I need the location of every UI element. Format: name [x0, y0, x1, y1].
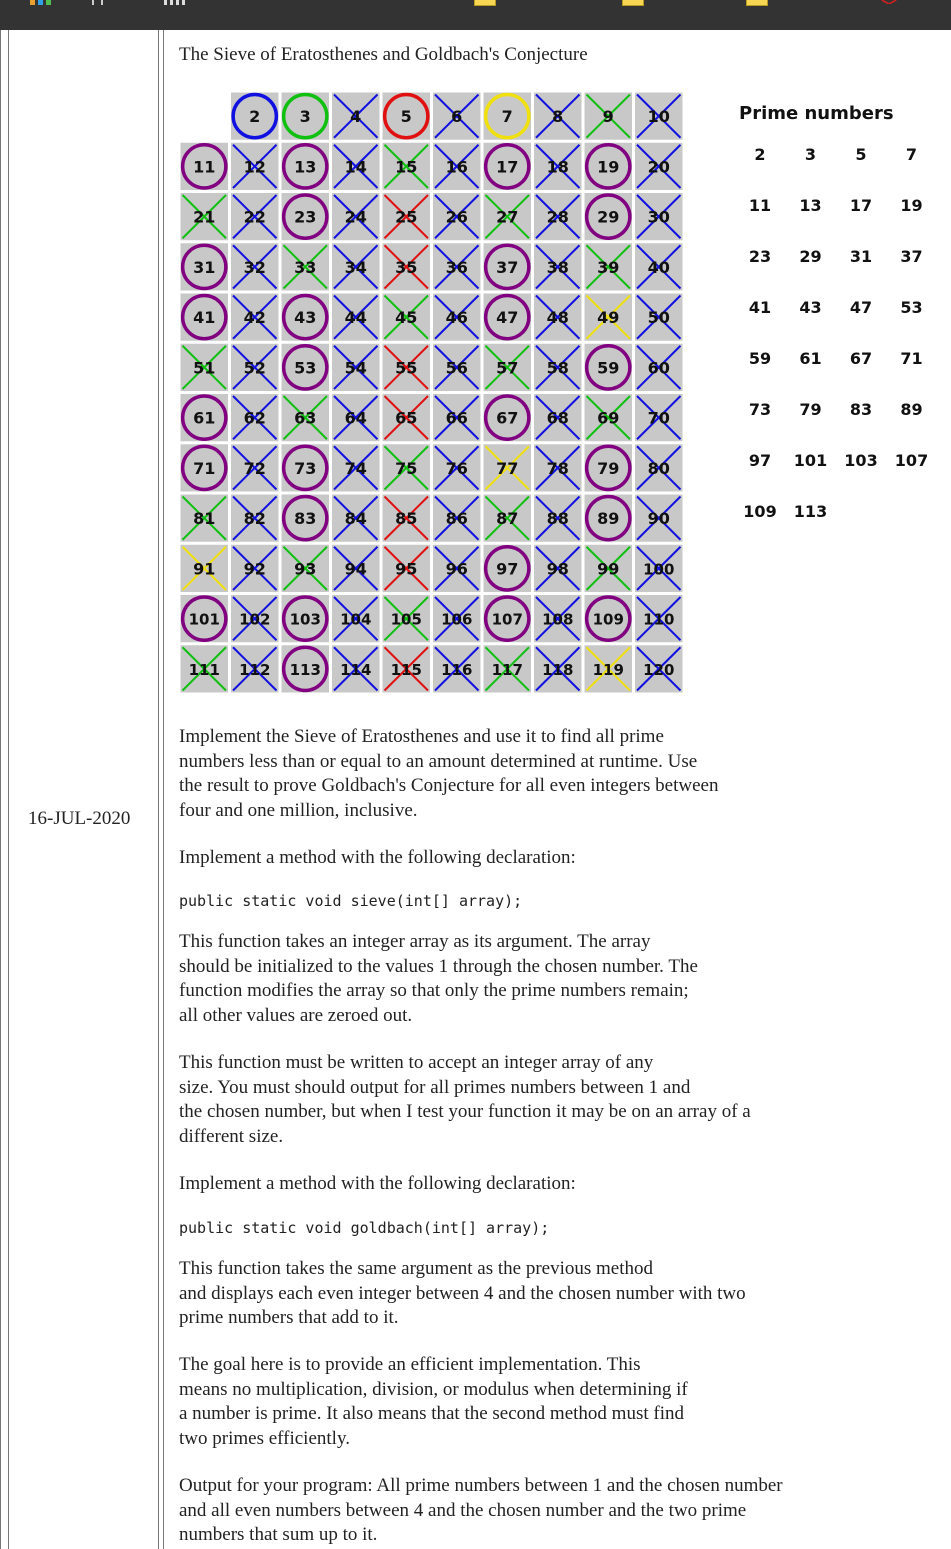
- cell-number: 68: [546, 408, 569, 428]
- cell-number: 55: [395, 358, 418, 378]
- sieve-cell: [433, 495, 481, 542]
- prime-value: 109: [743, 502, 777, 521]
- cell-number: 16: [445, 157, 468, 177]
- sieve-cell: [635, 143, 683, 190]
- sieve-cell: [585, 545, 633, 592]
- sieve-cell: [585, 93, 633, 140]
- cell-number: 11: [193, 157, 216, 177]
- sieve-cell: [282, 595, 330, 642]
- cell-number: 74: [344, 458, 367, 478]
- prime-value: 19: [900, 196, 923, 215]
- sieve-cell: [635, 394, 683, 441]
- cell-number: 118: [542, 660, 574, 679]
- cell-number: 61: [193, 408, 216, 428]
- cell-number: 19: [597, 157, 620, 177]
- cell-number: 49: [597, 308, 620, 328]
- prime-value: 11: [748, 196, 772, 215]
- paragraph-goldbach-description: This function takes the same argument as the previous method and displays each even integer between 4 and the chosen number with two prime numbers that add to it.: [179, 1258, 746, 1328]
- sieve-cell: [534, 294, 582, 341]
- prime-value: 59: [748, 349, 772, 368]
- sieve-cell: [635, 595, 683, 642]
- prime-value: 101: [793, 451, 828, 470]
- cell-number: 13: [294, 157, 317, 177]
- sieve-cell: [585, 143, 633, 190]
- cell-number: 115: [390, 660, 422, 679]
- cell-number: 5: [400, 107, 412, 127]
- sieve-cell: [332, 645, 380, 692]
- prime-value: 83: [849, 400, 873, 419]
- cell-number: 100: [643, 560, 675, 579]
- sieve-cell: [282, 444, 330, 491]
- cell-number: 63: [294, 408, 317, 428]
- toolbar-bars-icon[interactable]: [30, 0, 60, 5]
- sieve-cell: [231, 93, 279, 140]
- cell-number: 99: [597, 559, 620, 579]
- prime-value: 5: [855, 145, 867, 164]
- cell-number: 35: [395, 257, 418, 277]
- cell-number: 104: [340, 610, 372, 629]
- sieve-cell: [181, 143, 229, 190]
- note-icon[interactable]: [474, 0, 496, 6]
- cell-number: 86: [445, 509, 468, 529]
- toolbar-pipes-icon[interactable]: [92, 0, 112, 5]
- sieve-cell: [332, 344, 380, 391]
- cell-number: 91: [193, 559, 216, 579]
- sieve-cell: [635, 294, 683, 341]
- sieve-cell: [231, 645, 279, 692]
- prime-value: 47: [849, 298, 873, 317]
- cell-number: 15: [395, 157, 418, 177]
- cell-number: 44: [344, 308, 367, 328]
- cell-number: 29: [597, 207, 620, 227]
- sieve-cell: [484, 294, 532, 341]
- cell-number: 56: [445, 358, 468, 378]
- cell-number: 98: [546, 559, 569, 579]
- sieve-cell: [484, 495, 532, 542]
- sieve-cell: [231, 394, 279, 441]
- sieve-cell: [585, 294, 633, 341]
- prime-value: 31: [849, 247, 873, 266]
- cell-number: 119: [592, 660, 624, 679]
- sieve-cell: [484, 595, 532, 642]
- cell-number: 48: [546, 308, 569, 328]
- sieve-cell: [635, 93, 683, 140]
- prime-value: 41: [748, 298, 772, 317]
- cell-number: 90: [647, 509, 670, 529]
- sieve-cell: [635, 344, 683, 391]
- cell-number: 58: [546, 358, 569, 378]
- sieve-cell: [332, 545, 380, 592]
- cell-number: 34: [344, 257, 367, 277]
- cell-number: 101: [188, 610, 220, 629]
- prime-value: 29: [799, 247, 822, 266]
- sieve-cell: [484, 193, 532, 240]
- sieve-cell: [585, 243, 633, 290]
- cell-number: 105: [390, 610, 422, 629]
- prime-value: 7: [905, 145, 918, 164]
- sieve-cell: [332, 294, 380, 341]
- sieve-cell: [534, 93, 582, 140]
- sieve-cell: [383, 645, 431, 692]
- sieve-cell: [534, 344, 582, 391]
- sieve-cell: [332, 143, 380, 190]
- note-icon[interactable]: [746, 0, 768, 6]
- sieve-cell: [433, 344, 481, 391]
- sieve-cell: [433, 545, 481, 592]
- cell-number: 62: [243, 408, 266, 428]
- cell-number: 108: [542, 610, 574, 629]
- table-border-left-inner: [8, 30, 9, 1549]
- sieve-cell: [383, 545, 431, 592]
- sieve-grid: [179, 91, 684, 694]
- prime-value: 103: [844, 451, 878, 470]
- cell-number: 71: [193, 458, 216, 478]
- cell-number: 36: [445, 257, 468, 277]
- cell-number: 109: [592, 610, 624, 629]
- sieve-cell: [635, 645, 683, 692]
- prime-value: 71: [900, 349, 923, 368]
- sieve-cell: [383, 595, 431, 642]
- sieve-cell: [181, 394, 229, 441]
- sieve-cell: [231, 545, 279, 592]
- sieve-cell: [484, 645, 532, 692]
- sieve-cell: [433, 93, 481, 140]
- cell-number: 31: [193, 257, 216, 277]
- paragraph-efficiency: The goal here is to provide an efficient implementation. This means no multiplication, division, or modulus when determining if a number is prime. It also means that the second method must find two primes efficiently.: [179, 1354, 688, 1449]
- sieve-cell: [383, 444, 431, 491]
- paragraph-declaration-1: Implement a method with the following declaration:: [179, 847, 576, 868]
- cell-number: 39: [597, 257, 620, 277]
- cell-number: 33: [294, 257, 317, 277]
- cell-number: 79: [597, 458, 620, 478]
- prime-value: 2: [754, 145, 766, 164]
- sieve-cell: [282, 243, 330, 290]
- cell-number: 32: [243, 257, 266, 277]
- sieve-cell: [332, 93, 380, 140]
- cell-number: 40: [647, 257, 670, 277]
- sieve-cell: [181, 645, 229, 692]
- sieve-cell: [282, 645, 330, 692]
- sieve-cell: [332, 193, 380, 240]
- cell-number: 65: [395, 408, 418, 428]
- sieve-cell: [484, 344, 532, 391]
- sieve-cell: [484, 444, 532, 491]
- table-border-left: [0, 30, 1, 1549]
- prime-value: 3: [804, 145, 817, 164]
- cell-number: 112: [239, 660, 271, 679]
- cell-number: 23: [294, 207, 317, 227]
- sieve-cell: [282, 93, 330, 140]
- sieve-cell: [433, 595, 481, 642]
- sieve-cell: [484, 93, 532, 140]
- sieve-cell: [534, 193, 582, 240]
- cell-number: 9: [602, 107, 614, 127]
- paragraph-sieve-description: This function takes an integer array as its argument. The array should be initialized to the values 1 through the chosen number. The function modifies the array so that only the prime numbers remain; all other values are zeroed out.: [179, 931, 698, 1026]
- sieve-cell: [635, 243, 683, 290]
- cell-number: 107: [491, 610, 523, 629]
- diamond-icon[interactable]: [878, 0, 900, 4]
- sieve-cell: [433, 143, 481, 190]
- prime-value: 53: [900, 298, 923, 317]
- prime-value: 89: [900, 400, 923, 419]
- paragraph-intro: Implement the Sieve of Eratosthenes and use it to find all prime numbers less than or equal to an amount determined at runtime. Use the result to prove Goldbach's Conjecture for all even integers between four and one million, inclusive.: [179, 726, 719, 821]
- sieve-cell: [383, 143, 431, 190]
- sieve-cell: [332, 595, 380, 642]
- sieve-cell: [282, 294, 330, 341]
- prime-value: 13: [799, 196, 822, 215]
- sieve-cell: [635, 444, 683, 491]
- sieve-cell: [332, 444, 380, 491]
- cell-number: 25: [395, 207, 418, 227]
- page-title: The Sieve of Eratosthenes and Goldbach's Conjecture: [179, 44, 588, 65]
- sieve-cell: [231, 193, 279, 240]
- cell-number: 10: [647, 107, 670, 127]
- sieve-cell: [484, 243, 532, 290]
- sieve-cell: [484, 394, 532, 441]
- cell-number: 8: [552, 107, 564, 127]
- sieve-cell: [433, 444, 481, 491]
- sieve-cell: [181, 243, 229, 290]
- column-divider: [158, 30, 159, 1549]
- cell-number: 6: [451, 107, 463, 127]
- cell-number: 37: [496, 257, 519, 277]
- column-divider-inner: [163, 30, 164, 1549]
- sieve-cell: [534, 645, 582, 692]
- sieve-cell: [433, 645, 481, 692]
- primes-heading: Prime numbers: [739, 103, 894, 124]
- sieve-cell: [332, 495, 380, 542]
- prime-value: 17: [849, 196, 873, 215]
- sieve-cell: [635, 495, 683, 542]
- sieve-cell: [181, 344, 229, 391]
- sieve-cell: [585, 394, 633, 441]
- cell-number: 57: [496, 358, 519, 378]
- cell-number: 114: [340, 660, 372, 679]
- cell-number: 89: [597, 509, 620, 529]
- sieve-cell: [231, 294, 279, 341]
- sieve-cell: [585, 595, 633, 642]
- sieve-cell: [534, 243, 582, 290]
- sieve-cell: [332, 394, 380, 441]
- cell-number: 97: [496, 559, 519, 579]
- sieve-cell: [585, 495, 633, 542]
- prime-value: 73: [748, 400, 772, 419]
- sieve-cell: [585, 645, 633, 692]
- cell-number: 69: [597, 408, 620, 428]
- prime-value: 97: [748, 451, 772, 470]
- cell-number: 41: [193, 308, 216, 328]
- cell-number: 27: [496, 207, 519, 227]
- cell-number: 46: [445, 308, 468, 328]
- cell-number: 12: [243, 157, 266, 177]
- cell-number: 87: [496, 509, 519, 529]
- cell-number: 75: [395, 458, 418, 478]
- sieve-cell: [484, 545, 532, 592]
- sieve-cell: [383, 294, 431, 341]
- cell-number: 93: [294, 559, 317, 579]
- prime-value: 37: [900, 247, 923, 266]
- sieve-cell: [181, 294, 229, 341]
- sieve-cell: [282, 394, 330, 441]
- cell-number: 24: [344, 207, 367, 227]
- sieve-cell: [433, 394, 481, 441]
- cell-number: 102: [239, 610, 271, 629]
- note-icon[interactable]: [622, 0, 644, 6]
- cell-number: 73: [294, 458, 317, 478]
- sieve-cell: [383, 344, 431, 391]
- sieve-cell: [433, 193, 481, 240]
- cell-number: 30: [647, 207, 670, 227]
- cell-number: 17: [496, 157, 519, 177]
- cell-number: 20: [647, 157, 670, 177]
- cell-number: 120: [643, 660, 675, 679]
- cell-number: 83: [294, 509, 317, 529]
- cell-number: 21: [193, 207, 216, 227]
- sieve-cell: [433, 294, 481, 341]
- cell-number: 42: [243, 308, 266, 328]
- sieve-cell: [383, 495, 431, 542]
- cell-number: 96: [445, 559, 468, 579]
- cell-number: 50: [647, 308, 670, 328]
- sieve-cell: [534, 143, 582, 190]
- cell-number: 85: [395, 509, 418, 529]
- cell-number: 3: [299, 107, 311, 127]
- cell-number: 60: [647, 358, 670, 378]
- cell-number: 4: [350, 107, 362, 127]
- paragraph-output: Output for your program: All prime numbers between 1 and the chosen number and all even numbers between 4 and the chosen number and the two prime numbers that sum up to it.: [179, 1475, 783, 1545]
- sieve-cell: [282, 545, 330, 592]
- cell-number: 95: [395, 559, 418, 579]
- paragraph-array-size: This function must be written to accept an integer array of any size. You must should output for all primes numbers between 1 and the chosen number, but when I test your function it may be on an array of a different size.: [179, 1052, 751, 1147]
- cell-number: 2: [249, 107, 261, 127]
- sieve-cell: [383, 243, 431, 290]
- cell-number: 67: [496, 408, 519, 428]
- row-date: 16-JUL-2020: [28, 808, 131, 829]
- sieve-cell: [534, 595, 582, 642]
- cell-number: 54: [344, 358, 367, 378]
- sieve-cell: [231, 595, 279, 642]
- cell-number: 117: [491, 660, 523, 679]
- prime-value: 23: [748, 247, 772, 266]
- prime-value: 79: [799, 400, 822, 419]
- sieve-cell: [534, 394, 582, 441]
- sieve-cell: [534, 495, 582, 542]
- sieve-cell: [231, 495, 279, 542]
- cell-number: 52: [243, 358, 266, 378]
- cell-number: 82: [243, 509, 266, 529]
- cell-number: 53: [294, 358, 317, 378]
- cell-number: 43: [294, 308, 317, 328]
- sieve-cell: [585, 344, 633, 391]
- prime-value: 113: [793, 502, 828, 521]
- sieve-cell: [231, 444, 279, 491]
- sieve-cell: [332, 243, 380, 290]
- cell-number: 26: [445, 207, 468, 227]
- sieve-cell: [181, 495, 229, 542]
- sieve-cell: [585, 444, 633, 491]
- top-toolbar: [0, 0, 951, 30]
- cell-number: 80: [647, 458, 670, 478]
- cell-number: 7: [501, 107, 513, 127]
- cell-number: 14: [344, 157, 367, 177]
- cell-number: 66: [445, 408, 468, 428]
- sieve-cell: [282, 193, 330, 240]
- toolbar-grid-icon[interactable]: [164, 0, 188, 5]
- cell-number: 59: [597, 358, 620, 378]
- cell-number: 76: [445, 458, 468, 478]
- sieve-cell: [383, 193, 431, 240]
- sieve-cell: [282, 495, 330, 542]
- cell-number: 88: [546, 509, 569, 529]
- cell-number: 38: [546, 257, 569, 277]
- sieve-cell: [282, 344, 330, 391]
- cell-number: 45: [395, 308, 418, 328]
- sieve-cell: [181, 193, 229, 240]
- cell-number: 64: [344, 408, 367, 428]
- code-goldbach-declaration: public static void goldbach(int[] array);: [179, 1219, 550, 1237]
- paragraph-declaration-2: Implement a method with the following declaration:: [179, 1173, 576, 1194]
- prime-value: 43: [799, 298, 822, 317]
- sieve-cell: [231, 344, 279, 391]
- cell-number: 81: [193, 509, 216, 529]
- sieve-cell: [231, 143, 279, 190]
- cell-number: 51: [193, 358, 216, 378]
- sieve-cell: [282, 143, 330, 190]
- sieve-cell: [433, 243, 481, 290]
- sieve-cell: [635, 545, 683, 592]
- cell-number: 77: [496, 458, 519, 478]
- sieve-cell: [231, 243, 279, 290]
- prime-value: 61: [799, 349, 822, 368]
- sieve-cell: [635, 193, 683, 240]
- cell-number: 116: [441, 660, 473, 679]
- cell-number: 106: [441, 610, 473, 629]
- cell-number: 103: [289, 610, 321, 629]
- sieve-cell: [484, 143, 532, 190]
- cell-number: 110: [643, 610, 675, 629]
- prime-value: 67: [849, 349, 873, 368]
- code-sieve-declaration: public static void sieve(int[] array);: [179, 892, 523, 910]
- sieve-cell: [181, 444, 229, 491]
- cell-number: 111: [188, 660, 220, 679]
- sieve-cell: [383, 93, 431, 140]
- sieve-cell: [534, 444, 582, 491]
- cell-number: 94: [344, 559, 367, 579]
- prime-value: 107: [894, 451, 929, 470]
- cell-number: 70: [647, 408, 670, 428]
- sieve-cell: [181, 595, 229, 642]
- cell-number: 28: [546, 207, 569, 227]
- cell-number: 22: [243, 207, 266, 227]
- cell-number: 18: [546, 157, 569, 177]
- cell-number: 47: [496, 308, 519, 328]
- sieve-cell: [585, 193, 633, 240]
- sieve-cell: [534, 545, 582, 592]
- cell-number: 78: [546, 458, 569, 478]
- cell-number: 113: [289, 660, 321, 679]
- cell-number: 84: [344, 509, 367, 529]
- sieve-cell: [181, 545, 229, 592]
- cell-number: 92: [243, 559, 266, 579]
- cell-number: 72: [243, 458, 266, 478]
- sieve-cell: [383, 394, 431, 441]
